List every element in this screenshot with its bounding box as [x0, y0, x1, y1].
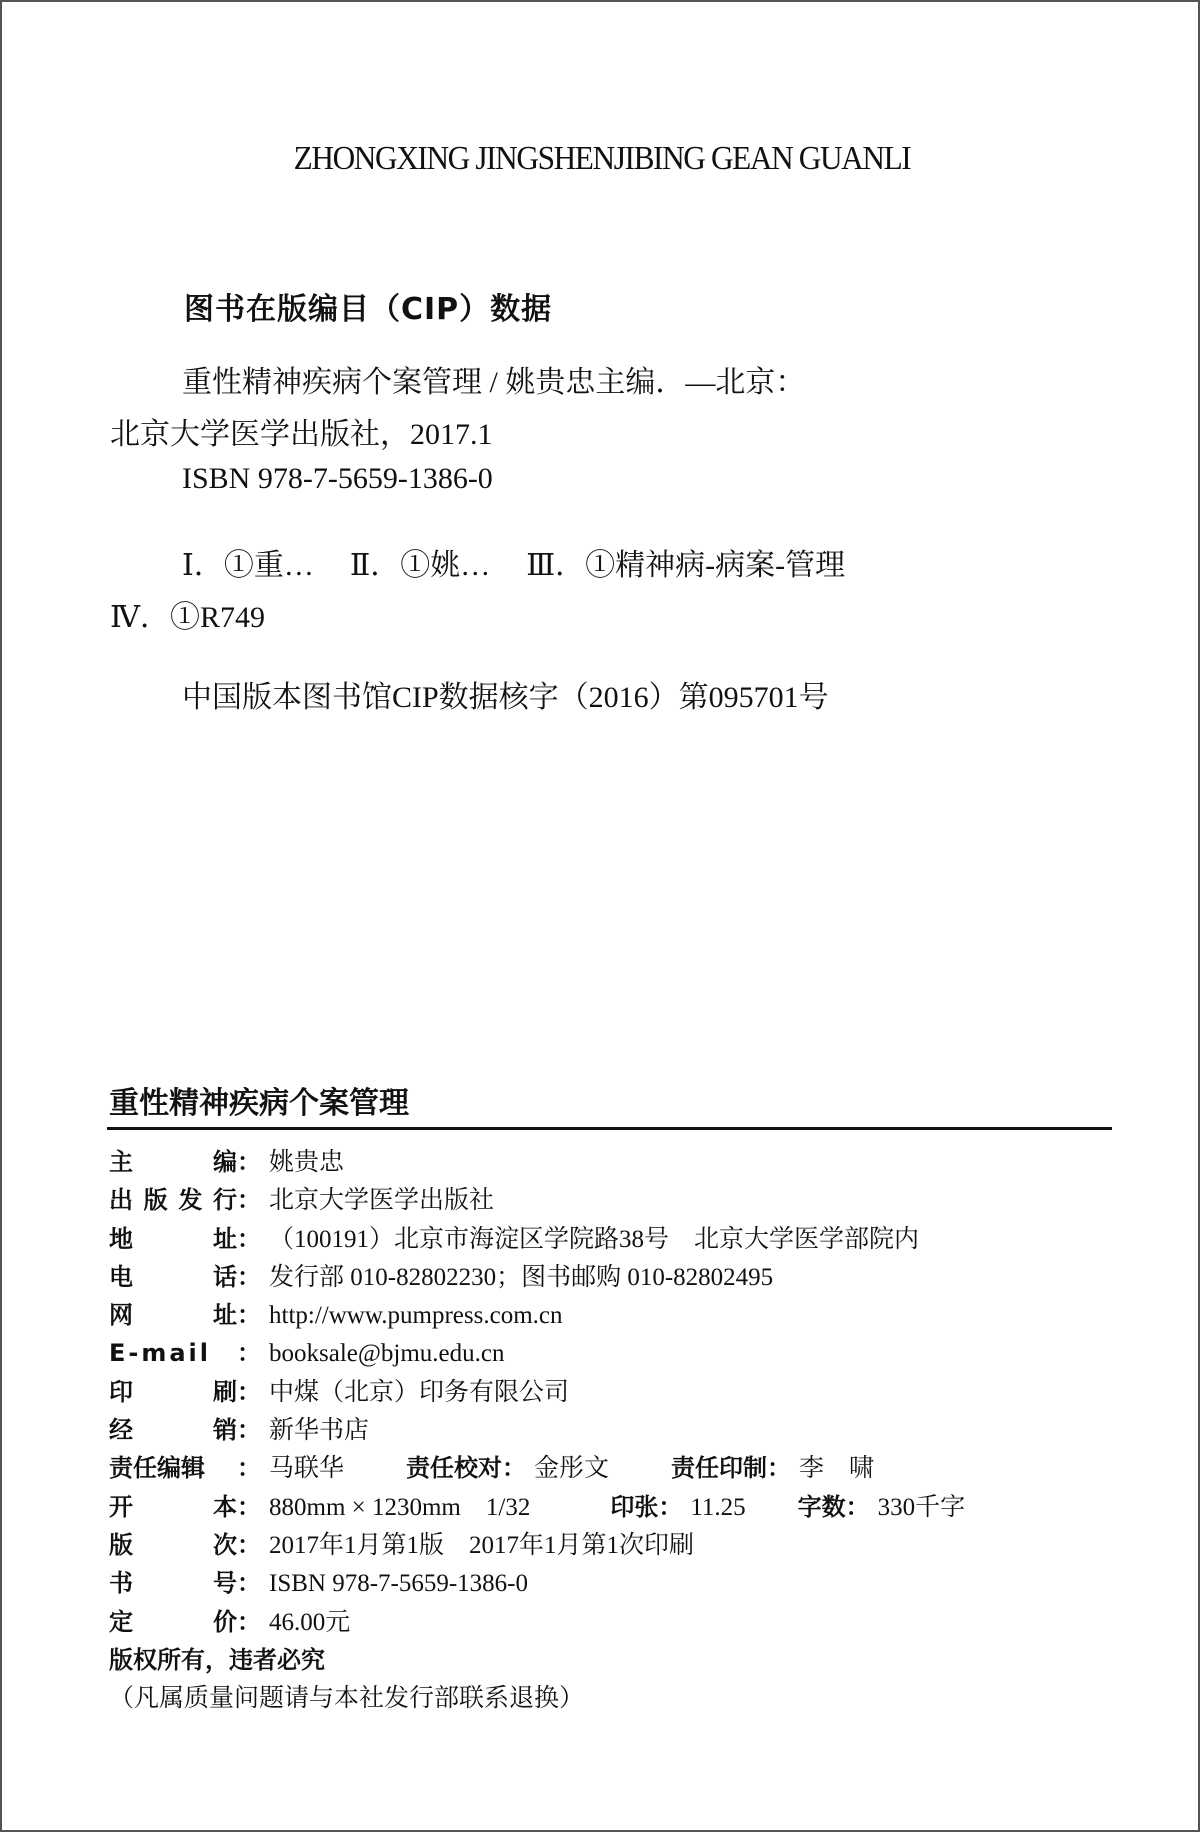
cip-record-number: 中国版本图书馆CIP数据核字（2016）第095701号 — [182, 681, 829, 714]
printing-manager-value: 李 啸 — [799, 1455, 875, 1483]
colophon-book-title: 重性精神疾病个案管理 — [109, 1086, 409, 1121]
row-value: 发行部 010-82802230；图书邮购 010-82802495 — [269, 1263, 774, 1291]
pinyin-title: ZHONGXING JINGSHENJIBING GEAN GUANLI — [293, 140, 911, 177]
colophon-row-address: 地 址 ： （100191）北京市海淀区学院路38号 北京大学医学部院内 — [109, 1219, 1109, 1257]
row-label: E-mail — [109, 1339, 212, 1368]
row-label: 印 刷 — [109, 1377, 237, 1406]
printing-manager-label: 责任印制 — [671, 1454, 768, 1483]
row-label: 书 号 — [109, 1569, 237, 1598]
colophon-row-return-note — [109, 1678, 1109, 1716]
row-label: 定 价 — [109, 1607, 237, 1636]
sheets-value: 11.25 — [690, 1493, 746, 1521]
colophon-row-copyright — [109, 1640, 1109, 1678]
editor-label: 责任编辑 — [109, 1454, 205, 1483]
colophon-row-phone: 电 话 ： 发行部 010-82802230；图书邮购 010-82802495 — [109, 1257, 1109, 1295]
proofreader-value: 金彤文 — [534, 1455, 610, 1483]
colophon-row-price: 定 价 ： 46.00元 — [109, 1602, 1109, 1640]
row-label: 电 话 — [109, 1262, 237, 1291]
sheets-label: 印张 — [610, 1492, 659, 1521]
cip-subject-2: Ⅱ．①姚… — [349, 549, 491, 582]
cip-subject-1: Ⅰ．①重… — [182, 549, 314, 582]
word-count-value: 330千字 — [877, 1493, 966, 1521]
row-value: ISBN 978-7-5659-1386-0 — [269, 1570, 529, 1598]
row-label: 版 次 — [109, 1530, 237, 1559]
editor-value: 马联华 — [269, 1455, 345, 1483]
cip-publisher-line: 北京大学医学出版社，2017.1 — [110, 418, 493, 451]
colophon-row-edition: 版 次 ： 2017年1月第1版 2017年1月第1次印刷 — [109, 1525, 1109, 1563]
row-value: 新华书店 — [269, 1417, 370, 1445]
cip-subjects — [182, 540, 845, 584]
colophon-row-editor: 主 编 ： 姚贵忠 — [109, 1142, 1109, 1180]
colophon-row-email: E-mail ： booksale@bjmu.edu.cn — [109, 1339, 505, 1368]
row-label: 经 销 — [109, 1416, 237, 1445]
row-value: 2017年1月第1版 2017年1月第1次印刷 — [269, 1531, 695, 1559]
copyright-notice: 版权所有，违者必究 — [109, 1645, 325, 1674]
email-link[interactable]: booksale@bjmu.edu.cn — [269, 1340, 505, 1368]
row-value: 46.00元 — [269, 1608, 351, 1636]
cip-subject-3: Ⅲ．①精神病-病案-管理 — [526, 549, 846, 582]
row-label: 地 址 — [109, 1224, 237, 1253]
proofreader-label: 责任校对 — [406, 1454, 503, 1483]
title-rule-divider — [107, 1127, 1112, 1130]
row-value: （100191）北京市海淀区学院路38号 北京大学医学部院内 — [269, 1225, 920, 1253]
row-label: 出 版 发 行 — [109, 1186, 237, 1215]
colophon-row-responsibility: 责任编辑 ： 马联华 责任校对 ： 金彤文 责任印制 ： 李 啸 — [109, 1448, 1109, 1486]
cip-isbn: ISBN 978-7-5659-1386-0 — [182, 462, 493, 495]
cip-title-line: 重性精神疾病个案管理 / 姚贵忠主编．—北京： — [182, 366, 806, 399]
row-label: 主 编 — [109, 1148, 237, 1176]
row-label: 开 本 — [109, 1492, 237, 1521]
website-link[interactable]: http://www.pumpress.com.cn — [269, 1302, 563, 1330]
row-value: 姚贵忠 — [269, 1149, 345, 1176]
colophon-row-publisher: 出 版 发 行 ： 北京大学医学出版社 — [109, 1180, 1109, 1218]
row-label: 网 址 — [109, 1301, 237, 1330]
format-size: 880mm × 1230mm 1/32 — [269, 1493, 531, 1521]
word-count-label: 字数 — [797, 1492, 846, 1521]
colophon-info — [109, 1142, 1109, 1716]
colophon-row-distributor: 经 销 ： 新华书店 — [109, 1410, 1109, 1448]
row-value: 北京大学医学出版社 — [269, 1187, 495, 1215]
colophon-row-format: 开 本 ： 880mm × 1230mm 1/32 印张 ： 11.25 字数 ： 330千字 — [109, 1487, 1109, 1525]
cip-classification: Ⅳ．①R749 — [110, 601, 265, 634]
cip-heading: 图书在版编目（CIP）数据 — [184, 292, 553, 327]
colophon-row-book-number: 书 号 ： ISBN 978-7-5659-1386-0 — [109, 1563, 1109, 1601]
row-value: 中煤（北京）印务有限公司 — [269, 1378, 570, 1406]
return-note: （凡属质量问题请与本社发行部联系退换） — [109, 1685, 585, 1713]
colophon-row-website: 网 址 ： http://www.pumpress.com.cn — [109, 1295, 1109, 1333]
colophon-row-printer: 印 刷 ： 中煤（北京）印务有限公司 — [109, 1372, 1109, 1410]
